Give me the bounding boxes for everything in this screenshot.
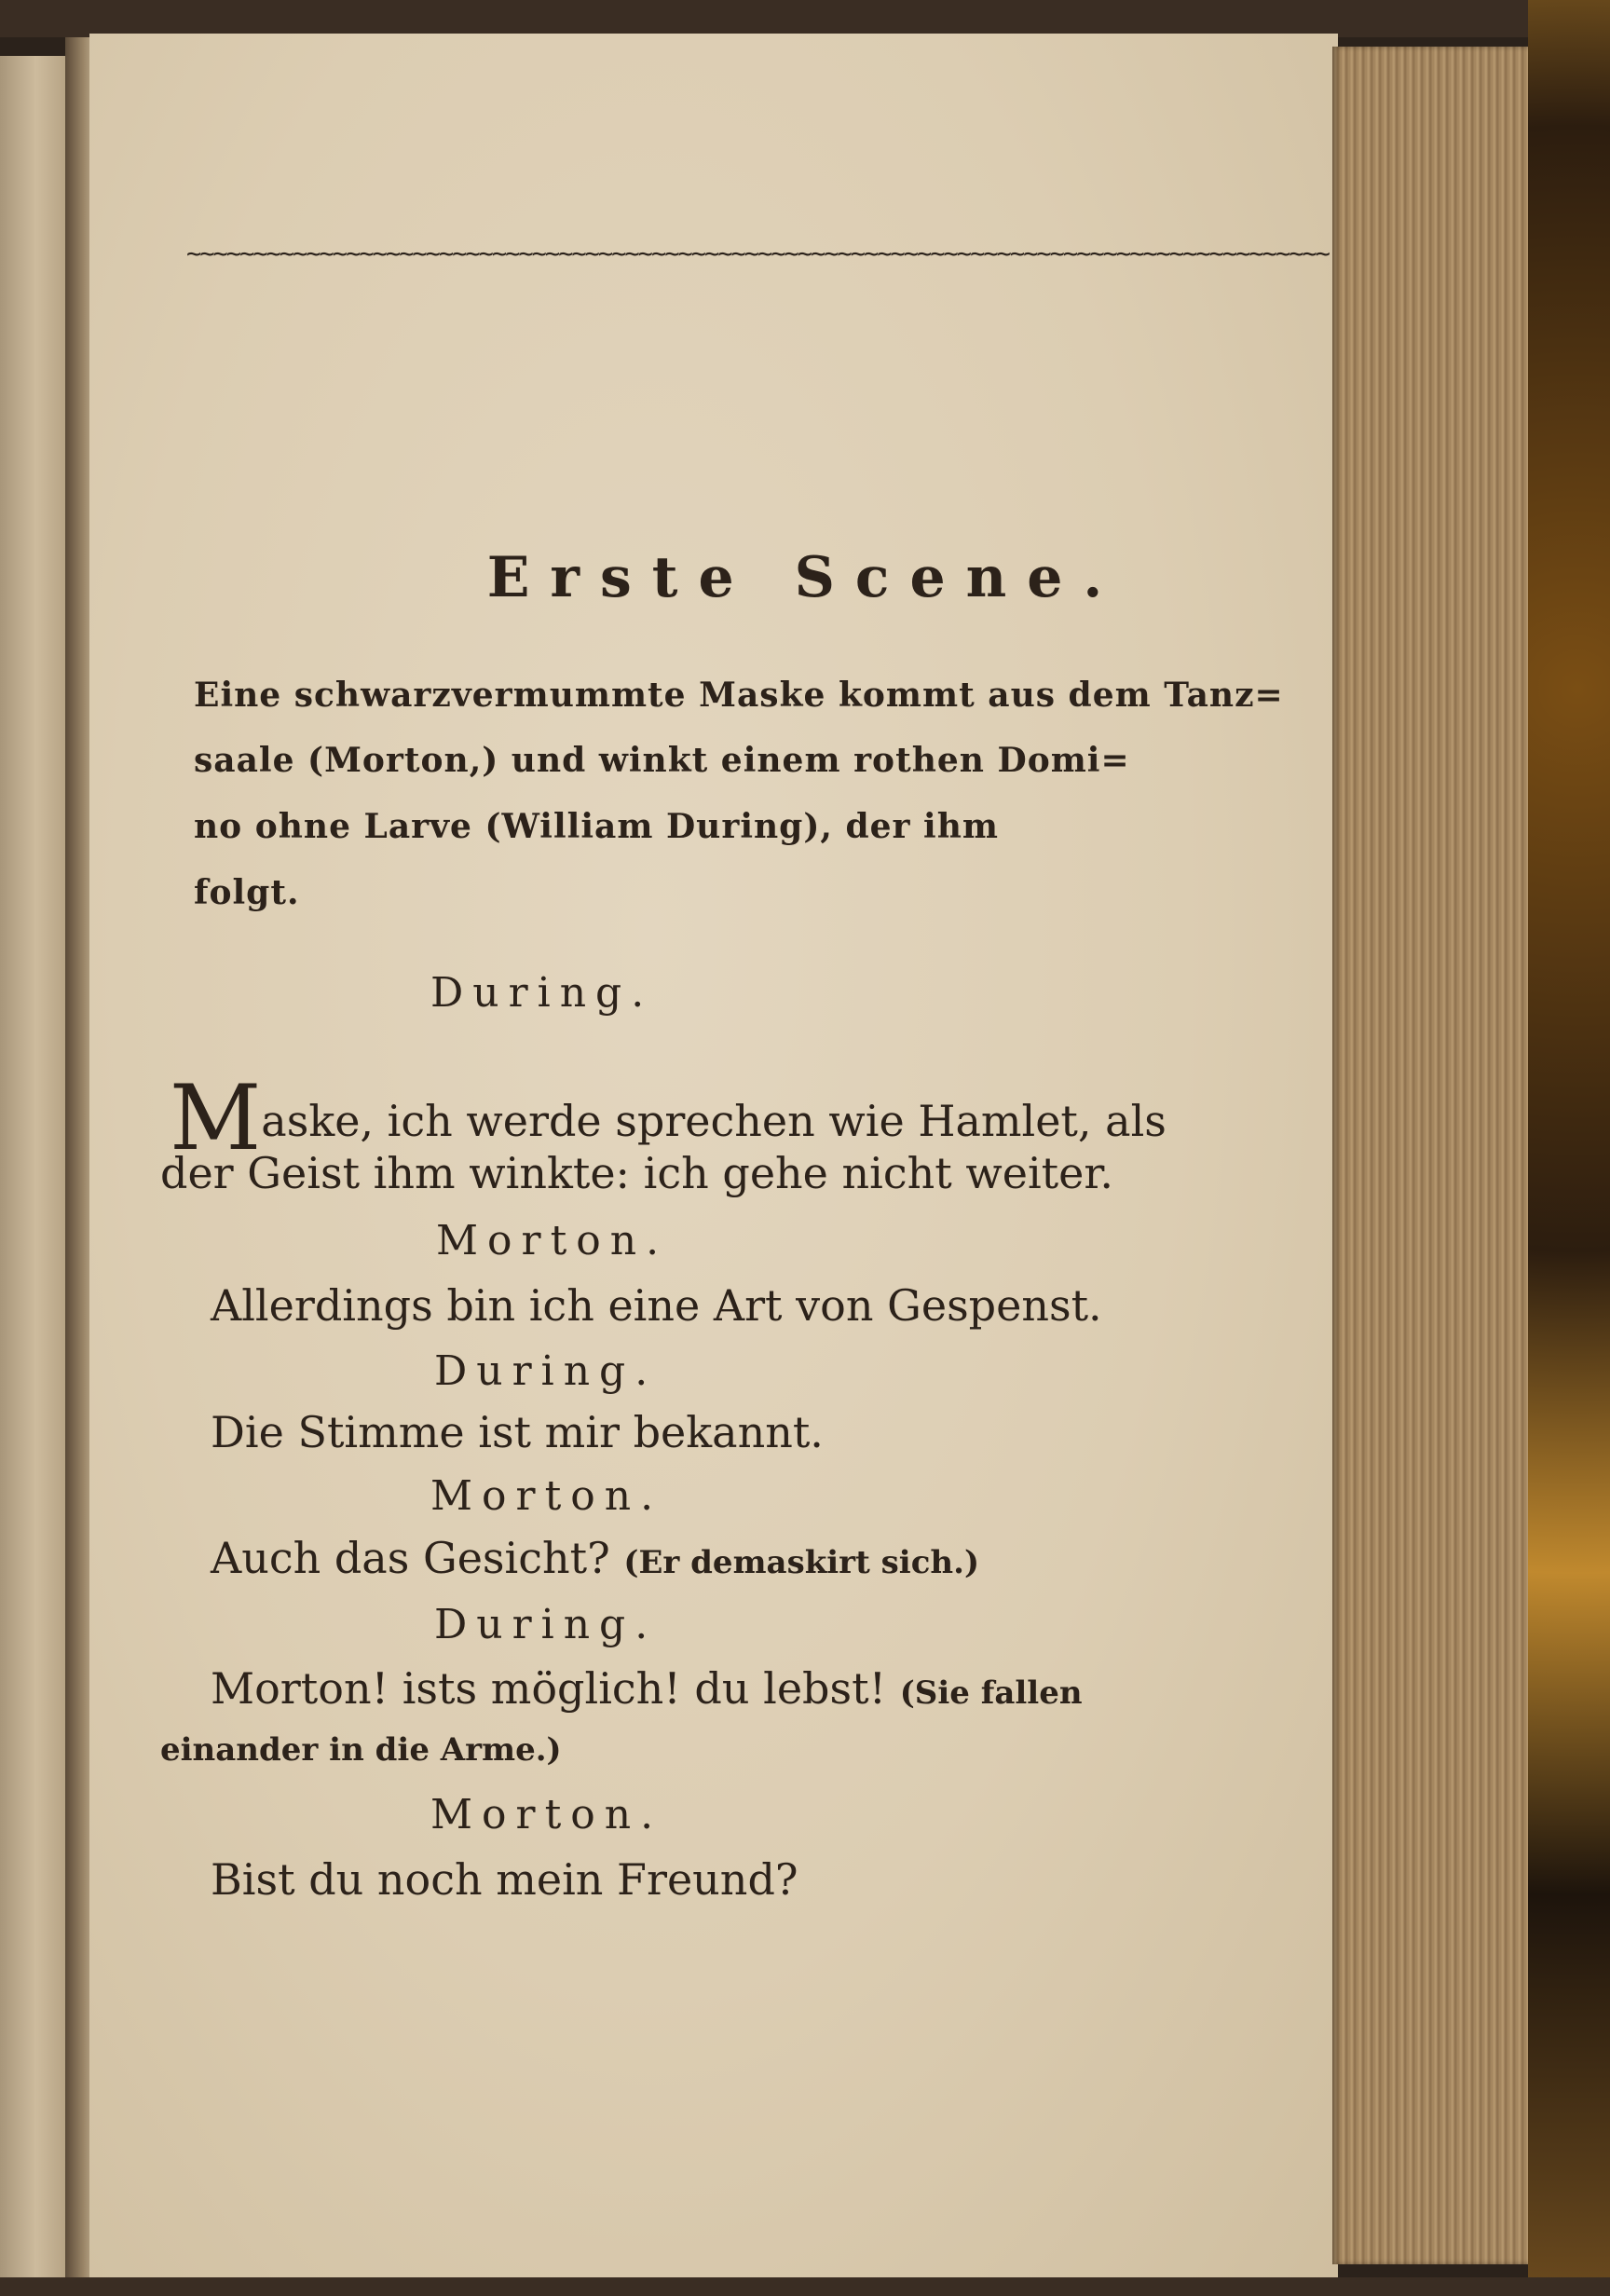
marbled-cover	[1528, 0, 1610, 2296]
speech-text: Auch das Gesicht?	[211, 1533, 610, 1583]
speaker-name: During.	[430, 969, 654, 1017]
speaker-name: Morton.	[430, 1791, 663, 1838]
ornamental-rule: ~~~~~~~~~~~~~~~~~~~~~~~~~~~~~~~~~~~~~~~~~~~~~~~~~~~~~~~~~~~~~~~~~~~~~~~~~~~~~~~~~~~~~~	[186, 239, 1329, 268]
stage-direction-line: Eine schwarzvermummte Maske kommt aus dem Tanz=	[194, 676, 1284, 715]
scene-title: Erste Scene.	[486, 545, 1124, 610]
stage-direction-inline: (Sie fallen	[899, 1674, 1083, 1712]
speech-line: Die Stimme ist mir bekannt.	[211, 1407, 824, 1457]
drop-cap: M	[170, 1066, 262, 1170]
speaker-name: During.	[434, 1347, 658, 1395]
stage-direction-line: einander in die Arme.)	[160, 1731, 562, 1769]
speech-line: Allerdings bin ich eine Art von Gespenst.	[211, 1280, 1102, 1331]
speaker-name: During.	[434, 1601, 658, 1648]
speaker-name: Morton.	[430, 1472, 663, 1520]
speech-line	[211, 1533, 979, 1583]
stage-direction-line: no ohne Larve (William During), der ihm	[194, 807, 999, 846]
speech-text: aske, ich werde sprechen wie Hamlet, als	[261, 1096, 1167, 1146]
stage-direction-line: saale (Morton,) und winkt einem rothen Domi=	[194, 741, 1130, 780]
book-cover-bottom	[0, 2277, 1610, 2296]
page-edges	[1332, 47, 1537, 2264]
speech-text: Morton! ists möglich! du lebst!	[211, 1663, 887, 1714]
speech-line	[170, 1066, 1167, 1170]
stage-direction-line: folgt.	[194, 873, 300, 912]
speech-line: der Geist ihm winkte: ich gehe nicht weiter.	[160, 1148, 1113, 1198]
speech-line: Bist du noch mein Freund?	[211, 1854, 798, 1905]
speaker-name: Morton.	[436, 1217, 669, 1264]
book-cover-top	[0, 0, 1610, 37]
stage-direction-inline: (Er demaskirt sich.)	[623, 1544, 980, 1581]
speech-line	[211, 1663, 1083, 1714]
